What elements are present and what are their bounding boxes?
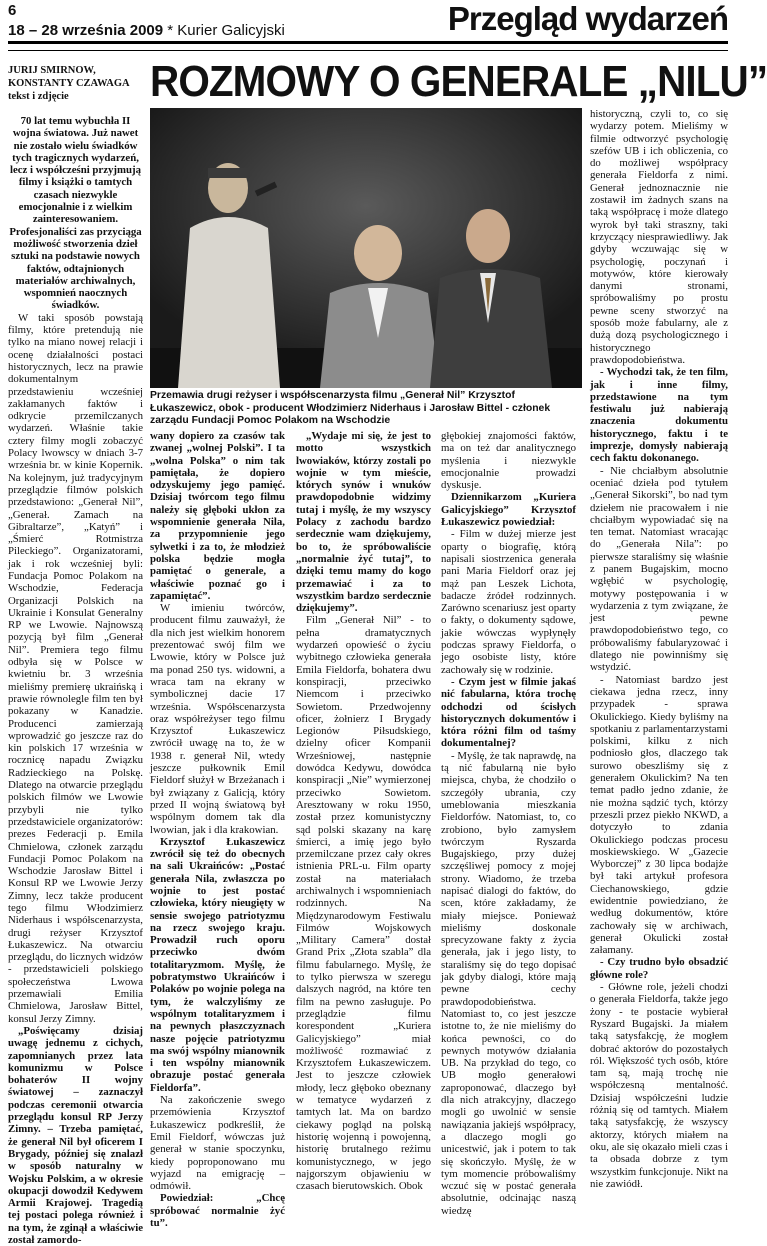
article-column-1 (8, 115, 144, 1246)
paragraph: - Czy trudno było obsadzić główne role? (590, 956, 728, 981)
header-rule (8, 41, 728, 44)
paragraph: Powiedział: „Chcę spróbować normalnie żyć tu”. (150, 1192, 285, 1229)
header-rule-thin (8, 50, 728, 51)
page-number: 6 (8, 2, 17, 19)
paragraph: - Film w dużej mierze jest oparty o biografię, którą napisali siostrzenica generała pani Maria Fieldorf oraz jej mąż pan Leszek Lichota, badacze źródeł rodzinnych. Zarówno scenariusz jest oparty o fakty, o dokumenty sądowe, jakie wówczas wypłynęły podczas sprawy Fieldorfa, o jego osobiste listy, które zachowały się w rodzinie. (441, 528, 576, 676)
article-column-5 (590, 108, 728, 1190)
paper-name: * Kurier Galicyjski (167, 22, 285, 39)
paragraph: historyczną, czyli to, co się wydarzy potem. Mieliśmy w filmie odtworzyć psychologię szefów UB i ich obliczenia, co do możliwej współpracy generała Fieldorfa z nimi. Generał jednoznacznie nie zostawił im żadnych szans na taką współpracę i może dlatego wyrok był taki straszny, taki krzyczący niesprawiedliwy. Jak gdyby wczuwając się w psychologię, poczynań i motywów, które kierowały danymi stronami, spróbowaliśmy po prostu pewne sceny stworzyć na sposób może fabularny, ale z dużą dozą psychologicznego i historycznego prawdopodobieństwa. (590, 108, 728, 366)
article-headline: ROZMOWY O GENERALE „NILU” (150, 57, 767, 106)
byline-author-2: KONSTANTY CZAWAGA (8, 78, 130, 89)
paragraph: wany dopiero za czasów tak zwanej „wolnej Polski”. I ta „wolna Polska” o nim tak pamiętała, że dopiero odzyskujemy jego pamięć. Dzisiaj twórcom tego filmu należy się głęboki ukłon za wspomnienie generała Nila, za przypomnienie jego sylwetki i za to, że młodzież polska będzie mogła pamiętać o generale, a właściwie poznać go i zapamiętać”. (150, 430, 285, 602)
paragraph: Dziennikarzom „Kuriera Galicyjskiego” Krzysztof Łukaszewicz powiedział: (441, 491, 576, 529)
issue-dates: 18 – 28 września 2009 (8, 22, 164, 39)
paragraph: - Wychodzi tak, że ten film, jak i inne filmy, przedstawione na tym festiwalu już nabierają znaczenia dokumentu historycznego, faktu i te imprezje, domysły nabierają cech faktu dokonanego. (590, 366, 728, 465)
article-column-4 (441, 430, 576, 1217)
paragraph: W taki sposób powstają filmy, które pretendują nie tylko na miano nowej relacji i ocenę działalności postaci historycznych, lecz na prawie dokumentalnym przedstawieniu wcześniej zakłamanych faktów i odkrycie przemilczanych wydarzeń. Właśnie takie cztery filmy mogli zobaczyć Polacy lwowscy w dniach 3-7 września br. w kinie Kopernik. Na kolejnym, już tradycyjnym przeglądzie filmów polskich przedstawiono: „Generał Nil”, „Generał. Zamach na Gibraltarze”, „Katyń” i „Śmierć Rotmistrza Pileckiego”. Organizatorami, jak i rok wcześniej byli: Fundacja Pomoc Polakom na Wschodzie, Federacja Organizacji Polskich na Ukrainie i Konsulat Generalny RP we Lwowie. Najnowszą pozycją był film „Generał Nil”. Premiera tego filmu odbyła się w Polsce w kwietniu br. 3 września mieliśmy premierę ukraińską i prawie równolegle film ten był pokazany w Kanadzie. Producenci zamierzają wprowadzić go jeszcze raz do kin polskich 17 września w rocznicę napadu Związku Radzieckiego na Polskę. Dlatego na otwarcie przeglądu polskich filmów we Lwowie przybyli nie tylko przedstawiciele organizatorów: prezes Federacji p. Emila Chmielowa, członek zarządu Fundacji Pomoc Polakom na Wschodzie Jarosław Bittel i Konsul RP we Lwowie Jerzy Zimny, lecz także producent tego filmu Włodzimierz Niderhaus i współscenarzysta, drugi reżyser Krzysztof Łukaszewicz. Na otwarciu przeglądu, do licznych widzów - przedstawicieli polskiego społeczeństwa Lwowa przemawiali Emilia Chmielowa, Jarosław Bittel, konsul Jerzy Zimny. (8, 311, 144, 1025)
issue-line (8, 22, 285, 39)
paragraph: - Główne role, jeżeli chodzi o generała Fieldorfa, także jego żony - te postacie wybierał Ryszard Bugajski. Ja miałem taką satysfakcję, że mogłem dobrać aktorów do pozostałych ról. Większość tych osób, które tam są, mają trochę nie współczesną mentalność. Dzisiaj współcześni ludzie różnią się od tamtych. Miałem taką satysfakcję, że wszyscy aktorzy, których miałem na oku, ale się okazało mieli czas i ta obsada dobrze z tym wszystkim funkcjonuje. Nikt na nie zawiódł. (590, 981, 728, 1190)
photo-illustration (150, 108, 582, 388)
photo-caption: Przemawia drugi reżyser i współscenarzysta filmu „Generał Nil” Krzysztof Łukaszewicz, obok - producent Włodzimierz Niderhaus i Jarosław Bittel - członek zarządu Fundacji Pomoc Polakom na Wschodzie (150, 390, 551, 426)
paragraph: - Czym jest w filmie jakaś nić fabularna, która trochę odchodzi od ścisłych historycznych dokumentów i która różni film od taśmy dokumentalnej? (441, 675, 576, 750)
article-column-3 (296, 430, 431, 1193)
paragraph: Na zakończenie swego przemówienia Krzysztof Łukaszewicz podkreślił, że Emil Fieldorf, wówczas już generał w stanie spoczynku, kiedy poproponowano mu wyjazd na emigrację – odmówił. (150, 1094, 285, 1193)
paragraph: „Poświęcamy dzisiaj uwagę jednemu z cichych, zapomnianych przez lata komunizmu w Polsce bohaterów II wojny światowej – zaznaczył podczas ceremonii otwarcia przeglądu konsul RP Jerzy Zimny. – Trzeba pamiętać, że generał Nil był oficerem I Brygady, później się znalazł w sposób naturalny w Wojsku Polskim, a w okresie okupacji dowodził Kedywem Armii Krajowej. Tragedią tej postaci polega również i na tym, że zginął a właściwie został zamordo- (8, 1024, 143, 1246)
byline-note: tekst i zdjęcie (8, 91, 69, 102)
paragraph: - Nie chciałbym absolutnie oceniać dzieła pod tytułem „Generał Sikorski”, bo nad tym dziełem nie pracowałem i nie chciałbym wypowiadać się na ten temat. Natomiast wracając do „Generała Nila”: po pierwsze staraliśmy się właśnie z panem Bugajskim, mocno wgłębić w psychologię, motywy postępowania i w wydarzenia z tym związane, że jest pewne prawdopodobieństwo tego, co próbowaliśmy fabularyzować i dlatego nie powinniśmy się wstydzić. (590, 464, 728, 674)
paragraph: - Natomiast bardzo jest ciekawa jedna rzecz, inny przypadek - sprawa Okulickiego. Kiedy byliśmy na spotkaniu z parlamentarzystami polskimi, kilku z nich podniosło głos, dlaczego tak surowo obeszliśmy się z generałem Okulickim? Na ten temat padło jedno zdanie, że nie można sądzić tych, którzy przeszli przez piekło NKWD, a dotyczyło to zdania Okulickiego podczas procesu moskiewskiego. W „Gazecie Wyborczej” z 30 lipca bodajże był taki artykuł profesora Ciechanowskiego, gdzie ewidentnie powiedziano, że według dokumentów, które zachowały się w archiwach, generał Okulicki został załamany. (590, 673, 728, 957)
section-title: Przegląd wydarzeń (447, 0, 728, 37)
paragraph: Film „Generał Nil” - to pełna dramatycznych wydarzeń opowieść o życiu wybitnego człowieka generała Emila Fieldorfa, bohatera dwu konspiracji, przeciwko Niemcom i przeciwko Sowietom. Przedwojenny oficer, żołnierz I Brygady Legionów Piłsudskiego, dzielny oficer Kompanii Wrześniowej, następnie dowódca Kedywu, dowódca konspiracji „Nie” wymierzonej przeciwko Sowietom. Aresztowany w roku 1950, został przez komunistyczny sąd polski skazany na karę śmierci, a imię jego było przemilczane przez cały okres istnienia PRL-u. Film oparty został na materiałach archiwalnych i wspomnieniach rodzinnych. Na Międzynarodowym Festiwalu Filmów Wojskowych „Military Camera” dostał Grand Prix „Złota szabla” dla filmu fabularnego. Myślę, że to tylko pierwsza w szeregu dalszych nagród, na które ten film na pewno zasługuje. Po przeglądzie filmu korespondent „Kuriera Galicyjskiego” miał możliwość rozmawiać z Krzysztofem Łukaszewiczem. Jest to jeszcze człowiek młody, lecz głęboko obeznany w tematyce wydarzeń z tamtych lat. Ma on bardzo ciekawy pogląd na polską historię wojenną i powojenną, historię brutalnego reżimu komunistycznego, w jego najgorszym objawieniu w czasach bierutowskich. Obok (296, 614, 431, 1193)
article-photo (150, 108, 582, 388)
paragraph: „Wydaje mi się, że jest to motto wszystkich lwowiaków, którzy zostali po wojnie w tym mieście, których synów i wnuków prawdopodobnie widzimy tutaj i myślę, że my wszyscy Polacy z zachodu bardzo serdecznie wam dziękujemy, bo to, że spróbowaliście „normalnie żyć tutaj”, to dzięki temu mamy do kogo przemawiać i za to wszystkim bardzo serdecznie dziękujemy”. (296, 430, 431, 615)
byline-author-1: JURIJ SMIRNOW, (8, 65, 96, 76)
byline (8, 64, 143, 103)
paragraph: W imieniu twórców, producent filmu zauważył, że dla nich jest wielkim honorem prezentować swój film we Lwowie, który w Polsce już ma ponad 250 tys. widowni, a wraca tam na ekrany w symbolicznej dacie 17 września. Współscenarzysta oraz współreżyser tego filmu Krzysztof Łukaszewicz zwrócił uwagę na to, że w 1938 r. generał Nil, wtedy jeszcze pułkownik Emil Fieldorf służył w Brzeżanach i był związany z Galicją, który przed II wojną światową był wspólnym domem tak dla lwowian, jak i dla krakowian. (150, 602, 285, 836)
article-lead: 70 lat temu wybuchła II wojna światowa. Już nawet nie zostało wielu świadków tych tragicznych wydarzeń, lecz i współcześni przyjmują filmy i książki o tamtych czasach niezwykle emocjonalnie i z wielkim zainteresowaniem. Profesjonaliści zas przyciąga możliwość stworzenia dzieł sztuki na podstawie nowych faktów, odtajnionych materiałów archiwalnych, wspomnień naocznych świadków. (9, 115, 142, 312)
article-column-2 (150, 430, 285, 1229)
paragraph: Krzysztof Łukaszewicz zwrócił się też do obecnych na sali Ukraińców: „Postać generała Nila, zwłaszcza po wojnie to jest postać człowieka, który nieugięty w sensie swojego patriotyzmu na rzecz swojego kraju. Prowadził ruch oporu przeciwko dwóm totalitaryzmom. Myślę, że pobratymstwo Ukraińców i Polaków po wojnie polega na tym, że walczyliśmy ze wspólnym totalitaryzmem i na pewnych płaszczyznach nasze pojęcie patriotyzmu ma swój wspólny mianownik i ten wspólny mianownik obrazuje postać generała Fieldorfa”. (150, 835, 285, 1094)
paragraph: - Myślę, że tak naprawdę, na tą nić fabularną nie było miejsca, chyba, że chodziło o szczegóły ubrania, czy umeblowania mieszkania Fieldorfów. Natomiast, to, co zrobiono, było zamysłem twórczym Ryszarda Bugajskiego, przy dużej szczęśliwej pomocy z mojej strony. Wiadomo, że trzeba napisać dialogi do faktów, do scen, które zakładamy, że miały miejsce. Ponieważ mieliśmy doskonale sprecyzowane fakty z życia generała, jak i jego listy, to staraliśmy się do tego dopisać jak gdyby dialogi, które mają pewne cechy prawdopodobieństwa. Natomiast to, co jest jeszcze istotne to, że nie mieliśmy do końca pewności, co do pewnych motywów działania UB. Na przykład do tego, co UB mogło generałowi zaproponować, dlaczego był dla nich atrakcyjny, dlaczego mogli go uwolnić w sensie nawiązania jakiejś współpracy, a dlaczego mogli go unicestwić, jak i potem to tak się skończyło. Myślę, że w tym momencie próbowaliśmy wczuć się w postać generała absolutnie, odcinając naszą wiedzę (441, 749, 576, 1217)
paragraph: głębokiej znajomości faktów, ma on też dar analitycznego myślenia i niezwykle emocjonalnie prowadzi dyskusje. (441, 430, 576, 492)
page-header (8, 0, 728, 52)
